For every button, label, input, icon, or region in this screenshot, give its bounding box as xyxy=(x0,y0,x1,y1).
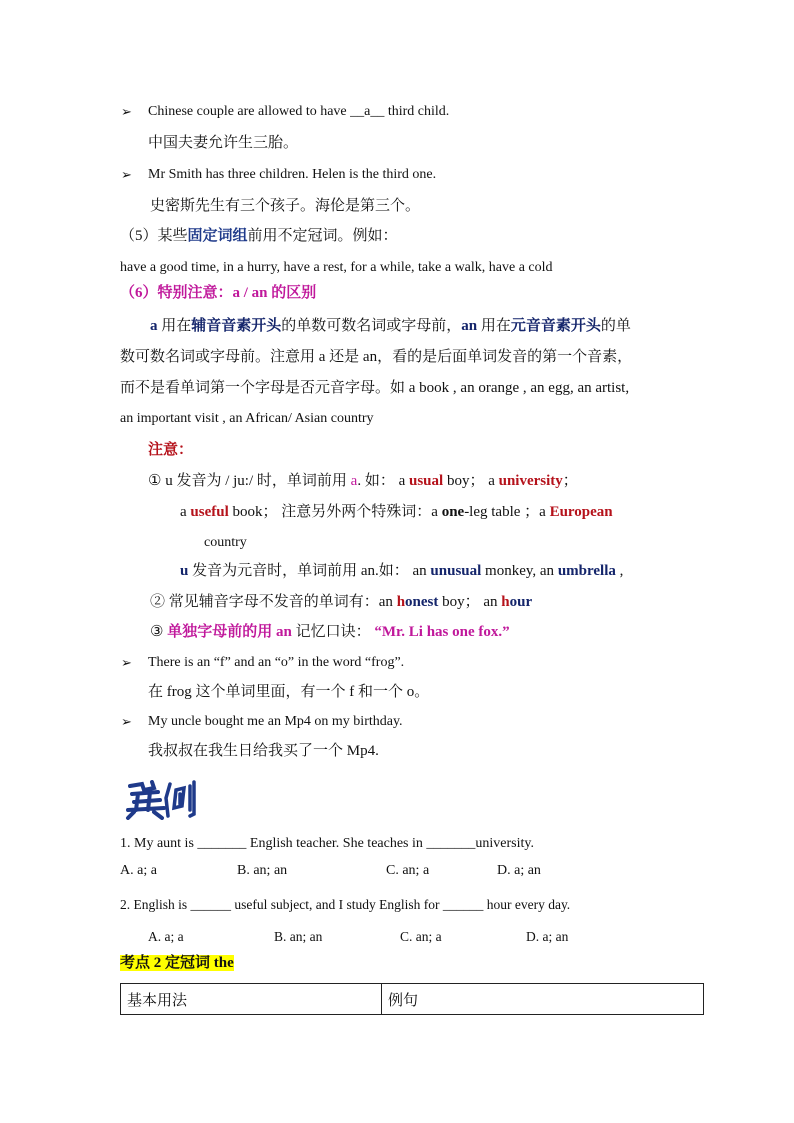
phrase-list: have a good time, in a hurry, have a rest, for a while, take a walk, have a cold xyxy=(120,260,553,275)
note-1d xyxy=(180,562,623,580)
table-header-row xyxy=(121,984,704,1015)
example-chinese: 中国夫妻允许生三胎。 xyxy=(148,135,299,151)
note-2-h2: h xyxy=(501,594,510,610)
question-1-option: B. an; an xyxy=(237,863,288,878)
rule-an: an xyxy=(461,318,478,334)
note-1b-t3: -leg table ；a xyxy=(464,504,550,520)
note-1d-word-2: umbrella xyxy=(557,563,616,579)
rule-bold2: 元音音素开头 xyxy=(510,318,601,334)
table-header-example: 例句 xyxy=(382,984,704,1015)
bullet-arrow-icon: ➢ xyxy=(121,714,132,729)
note-1d-u: u xyxy=(180,563,189,579)
note-1d-word-1: unusual xyxy=(430,563,482,579)
note-2-r2: our xyxy=(509,594,533,610)
example-chinese: 史密斯先生有三个孩子。海伦是第三个。 xyxy=(150,198,421,214)
question-1-stem: 1. My aunt is _______ English teacher. She teaches in _______university. xyxy=(120,836,534,851)
question-2-stem: 2. English is ______ useful subject, and I study English for ______ hour every day. xyxy=(120,897,571,912)
note-1-t1: u 发音为 xyxy=(161,473,226,489)
point-6-title: 特别注意：a / an 的区别 xyxy=(157,285,317,301)
note-3-num: ③ xyxy=(150,624,164,640)
note-1d-t2: monkey, an xyxy=(481,563,558,579)
note-1-t5: ； xyxy=(562,473,578,489)
note-2-t2: boy； an xyxy=(438,594,502,610)
note-1-t3: . 如： a xyxy=(357,473,409,489)
note-3-quote: “Mr. Li has one fox.” xyxy=(374,624,510,640)
rule-t2: 的单数可数名词或字母前， xyxy=(281,318,462,334)
note-2-r1: onest xyxy=(405,594,439,610)
note-1b-word-1: useful xyxy=(190,504,229,520)
note-1b-t2: book； 注意另外两个特殊词：a xyxy=(228,504,442,520)
table-header-usage: 基本用法 xyxy=(121,984,382,1015)
note-2-num: ② xyxy=(150,594,166,610)
note-3-an: an xyxy=(275,624,292,640)
question-1-option: C. an; a xyxy=(386,863,430,878)
note-1b-word-2: one xyxy=(441,504,465,520)
note-1-t4: boy； a xyxy=(443,473,499,489)
rule-line-4: an important visit , an African/ Asian country xyxy=(120,411,374,426)
rule-t4: 的单 xyxy=(600,318,631,334)
note-1-word-2: university xyxy=(498,473,563,489)
note-2 xyxy=(150,593,532,611)
point-6-heading xyxy=(120,284,316,302)
note-1c: country xyxy=(204,535,247,550)
example-english: Chinese couple are allowed to have __a__ third child. xyxy=(148,104,450,119)
note-3 xyxy=(150,623,510,641)
example-english: My uncle bought me an Mp4 on my birthday. xyxy=(148,714,403,729)
section-heading-text: 考点 2 定冠词 the xyxy=(120,955,234,971)
example-english: There is an “f” and an “o” in the word “frog”. xyxy=(148,655,405,670)
note-1d-t1: 发音为元音时，单词前用 an.如： an xyxy=(188,563,431,579)
question-1-option: D. a; an xyxy=(497,863,541,878)
bullet-arrow-icon: ➢ xyxy=(121,167,132,182)
rule-line-2: 数可数名词或字母前。注意用 a 还是 an，看的是后面单词发音的第一个音素， xyxy=(120,349,633,365)
bullet-arrow-icon: ➢ xyxy=(121,655,132,670)
note-1b-t1: a xyxy=(180,504,191,520)
rule-line-1 xyxy=(150,317,631,335)
note-1-ipa: / ju:/ xyxy=(225,473,254,489)
point-5-bold: 固定词组 xyxy=(187,228,248,244)
note-1-a: a xyxy=(350,473,358,489)
note-title xyxy=(148,441,193,459)
point-5 xyxy=(120,227,398,245)
examples-logo xyxy=(124,780,198,825)
note-1b-word-3: European xyxy=(549,504,613,520)
note-title-text: 注意： xyxy=(148,442,194,458)
rule-a: a xyxy=(150,318,158,334)
note-3-bold: 单独字母前的用 xyxy=(167,624,276,640)
note-1b xyxy=(180,503,613,521)
rule-bold1: 辅音音素开头 xyxy=(191,318,282,334)
point-5-suffix: 前用不定冠词。例如： xyxy=(247,228,398,244)
examples-logo-icon xyxy=(124,780,198,820)
note-1-t2: 时，单词前用 xyxy=(253,473,351,489)
point-5-prefix: （5）某些 xyxy=(120,228,188,244)
rule-t1: 用在 xyxy=(157,318,192,334)
note-2-t1: 常见辅音字母不发音的单词有：an xyxy=(165,594,397,610)
example-chinese: 我叔叔在我生日给我买了一个 Mp4. xyxy=(148,743,379,759)
bullet-arrow-icon: ➢ xyxy=(121,104,132,119)
note-1-num: ① xyxy=(148,473,162,489)
note-2-h1: h xyxy=(396,594,406,610)
note-1 xyxy=(148,472,578,490)
example-english: Mr Smith has three children. Helen is the third one. xyxy=(148,167,437,182)
example-chinese: 在 frog 这个单词里面，有一个 f 和一个 o。 xyxy=(148,684,430,700)
question-2-option: A. a; a xyxy=(148,929,184,944)
note-3-t2: 记忆口诀： xyxy=(291,624,375,640)
rule-t3: 用在 xyxy=(477,318,511,334)
usage-table xyxy=(120,983,704,1015)
point-6-num: （6） xyxy=(120,285,158,301)
section-heading xyxy=(120,954,234,972)
note-1d-t3: , xyxy=(615,563,624,579)
question-2-option: D. a; an xyxy=(526,929,569,944)
question-1-option: A. a; a xyxy=(120,863,157,878)
question-2-option: B. an; an xyxy=(274,929,323,944)
question-2-option: C. an; a xyxy=(400,929,442,944)
note-1-word-1: usual xyxy=(409,473,444,489)
rule-line-3: 而不是看单词第一个字母是否元音字母。如 a book , an orange , an egg, an artist, xyxy=(120,380,630,396)
